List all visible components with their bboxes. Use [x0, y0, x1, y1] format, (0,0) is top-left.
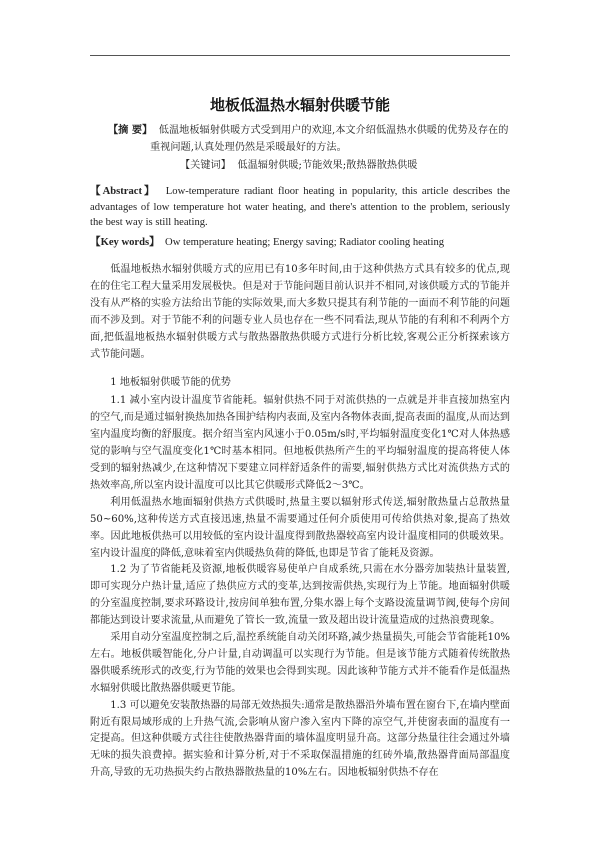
paragraph-1-2: 1.2 为了节省能耗及资源,地板供暖容易使单户自成系统,只需在水分器旁加装热计量装置,即可实现分户热计量,适应了热供应方式的变革,达到按需供热,实现行为上节能。地面辐射供暖的分室温度控制,要求环路设计,按房间单独布置,分集水器上每个支路设流量调节阀,使每个房间都能达到设计要求流量,从而避免了管长一致,流量一致及超出设计流量造成的过热浪费现象。 — [90, 564, 510, 627]
paragraph-1-1b: 利用低温热水地面辐射供热方式供暖时,热量主要以辐射形式传送,辐射散热量占总散热量50~60%,这种传送方式直接迅速,热量不需要通过任何介质使用可传给供热对象,提高了热效率。因此地板供热可以用较低的室内设计温度得到散热器较高室内设计温度相同的供暖效果。室内设计温度的降低,意味着室内供暖热负荷的降低,也即是节省了能耗及资源。 — [90, 496, 510, 559]
abstract-line-2: 重视问题,认真处理仍然是采暖最好的方法。 — [150, 142, 347, 153]
paragraph-1-2b: 采用自动分室温度控制之后,温控系统能自动关闭环路,减少热量损失,可能会节省能耗10%左右。地板供暖智能化,分户计量,自动调温可以实现行为节能。但是该节能方式随着传统散热器供暖系统形式的改变,行为节能的效果也会得到实现。因此该种节能方式并不能看作是低温热水辐射供暖比散热器供暖更节能。 — [90, 632, 510, 694]
english-abstract-text: Low-temperature radiant floor heating in popularity, this article describes the advantages of low temperature hot water heating, and there's attention to the problem, seriously the best way is still heating. — [90, 186, 511, 229]
english-abstract — [90, 184, 510, 231]
keywords-label: 【关键词】 — [180, 160, 231, 171]
header-rule — [90, 55, 510, 56]
english-keywords-text: Ow temperature heating; Energy saving; Radiator cooling heating — [165, 237, 445, 248]
abstract-label: 【摘 要】 — [108, 124, 153, 136]
english-keywords-label: 【Key words】 — [90, 237, 160, 248]
paragraph-1-1: 1.1 减小室内设计温度节省能耗。辐射供热不同于对流供热的一点就是并非直接加热室内的空气,而是通过辐射换热加热各围护结构内表面,及室内各物体表面,提高表面的温度,从而达到室内温度均衡的舒服度。据介绍当室内风速小于0.05m/s时,平均辐射温度变化1℃对人体热感觉的影响与空气温度变化1℃时基本相同。但地板供热所产生的平均辐射温度的提高将使人体受到的辐射热减少,在这种情况下要建立同样舒适条件的需要,辐射供热方式比对流供热方式的热效率高,所以室内设计温度可以比其它供暖形式降低2～3℃。 — [90, 395, 510, 491]
body-text — [90, 262, 510, 782]
english-keywords — [90, 234, 510, 249]
abstract-line-1: 低温地板辐射供暖方式受到用户的欢迎,本文介绍低温热水供暖的优势及存在的 — [158, 125, 509, 136]
chinese-keywords — [180, 156, 417, 171]
paragraph-1-3: 1.3 可以避免安装散热器的局部无效热损失:通常是散热器沿外墙布置在窗台下,在墙内壁面附近有限局域形成的上升热气流,会影响从窗户渗入室内下降的凉空气,并使窗表面的温度有一定提高。但这种供暖方式往往使散热器背面的墙体温度明显升高。这部分热量往往会通过外墙无味的损失浪费掉。据实验和计算分析,对于不采取保温措施的红砖外墙,散热器背面局部温度升高,导致的无功热损失约占散热器散热量的10%左右。因地板辐射供热不存在 — [90, 699, 510, 779]
english-abstract-label: 【Abstract】 — [90, 186, 157, 197]
paper-title: 地板低温热水辐射供暖节能 — [209, 96, 390, 114]
section-heading-1: 1 地板辐射供暖节能的优势 — [110, 377, 231, 389]
chinese-abstract — [108, 122, 528, 156]
intro-paragraph: 低温地板热水辐射供暖方式的应用已有10多年时间,由于这种供热方式具有较多的优点,现在的住宅工程大量采用发展极快。但是对于节能问题目前认识并不相同,对该供暖方式的节能并没有从严格的实验方法给出节能的实际效果,而大多数只提其有利节能的一面而不利节能的问题而不涉及到。对于节能不利的问题专业人员也存在一些不同看法,现从节能的有利和不利两个方面,把低温地板热水辐射供暖方式与散热器散热供暖方式进行分析比较,客观公正分析探索该方式节能问题。 — [90, 264, 510, 360]
keywords-text: 低温辐射供暖;节能效果;散热器散热供暖 — [237, 160, 418, 171]
